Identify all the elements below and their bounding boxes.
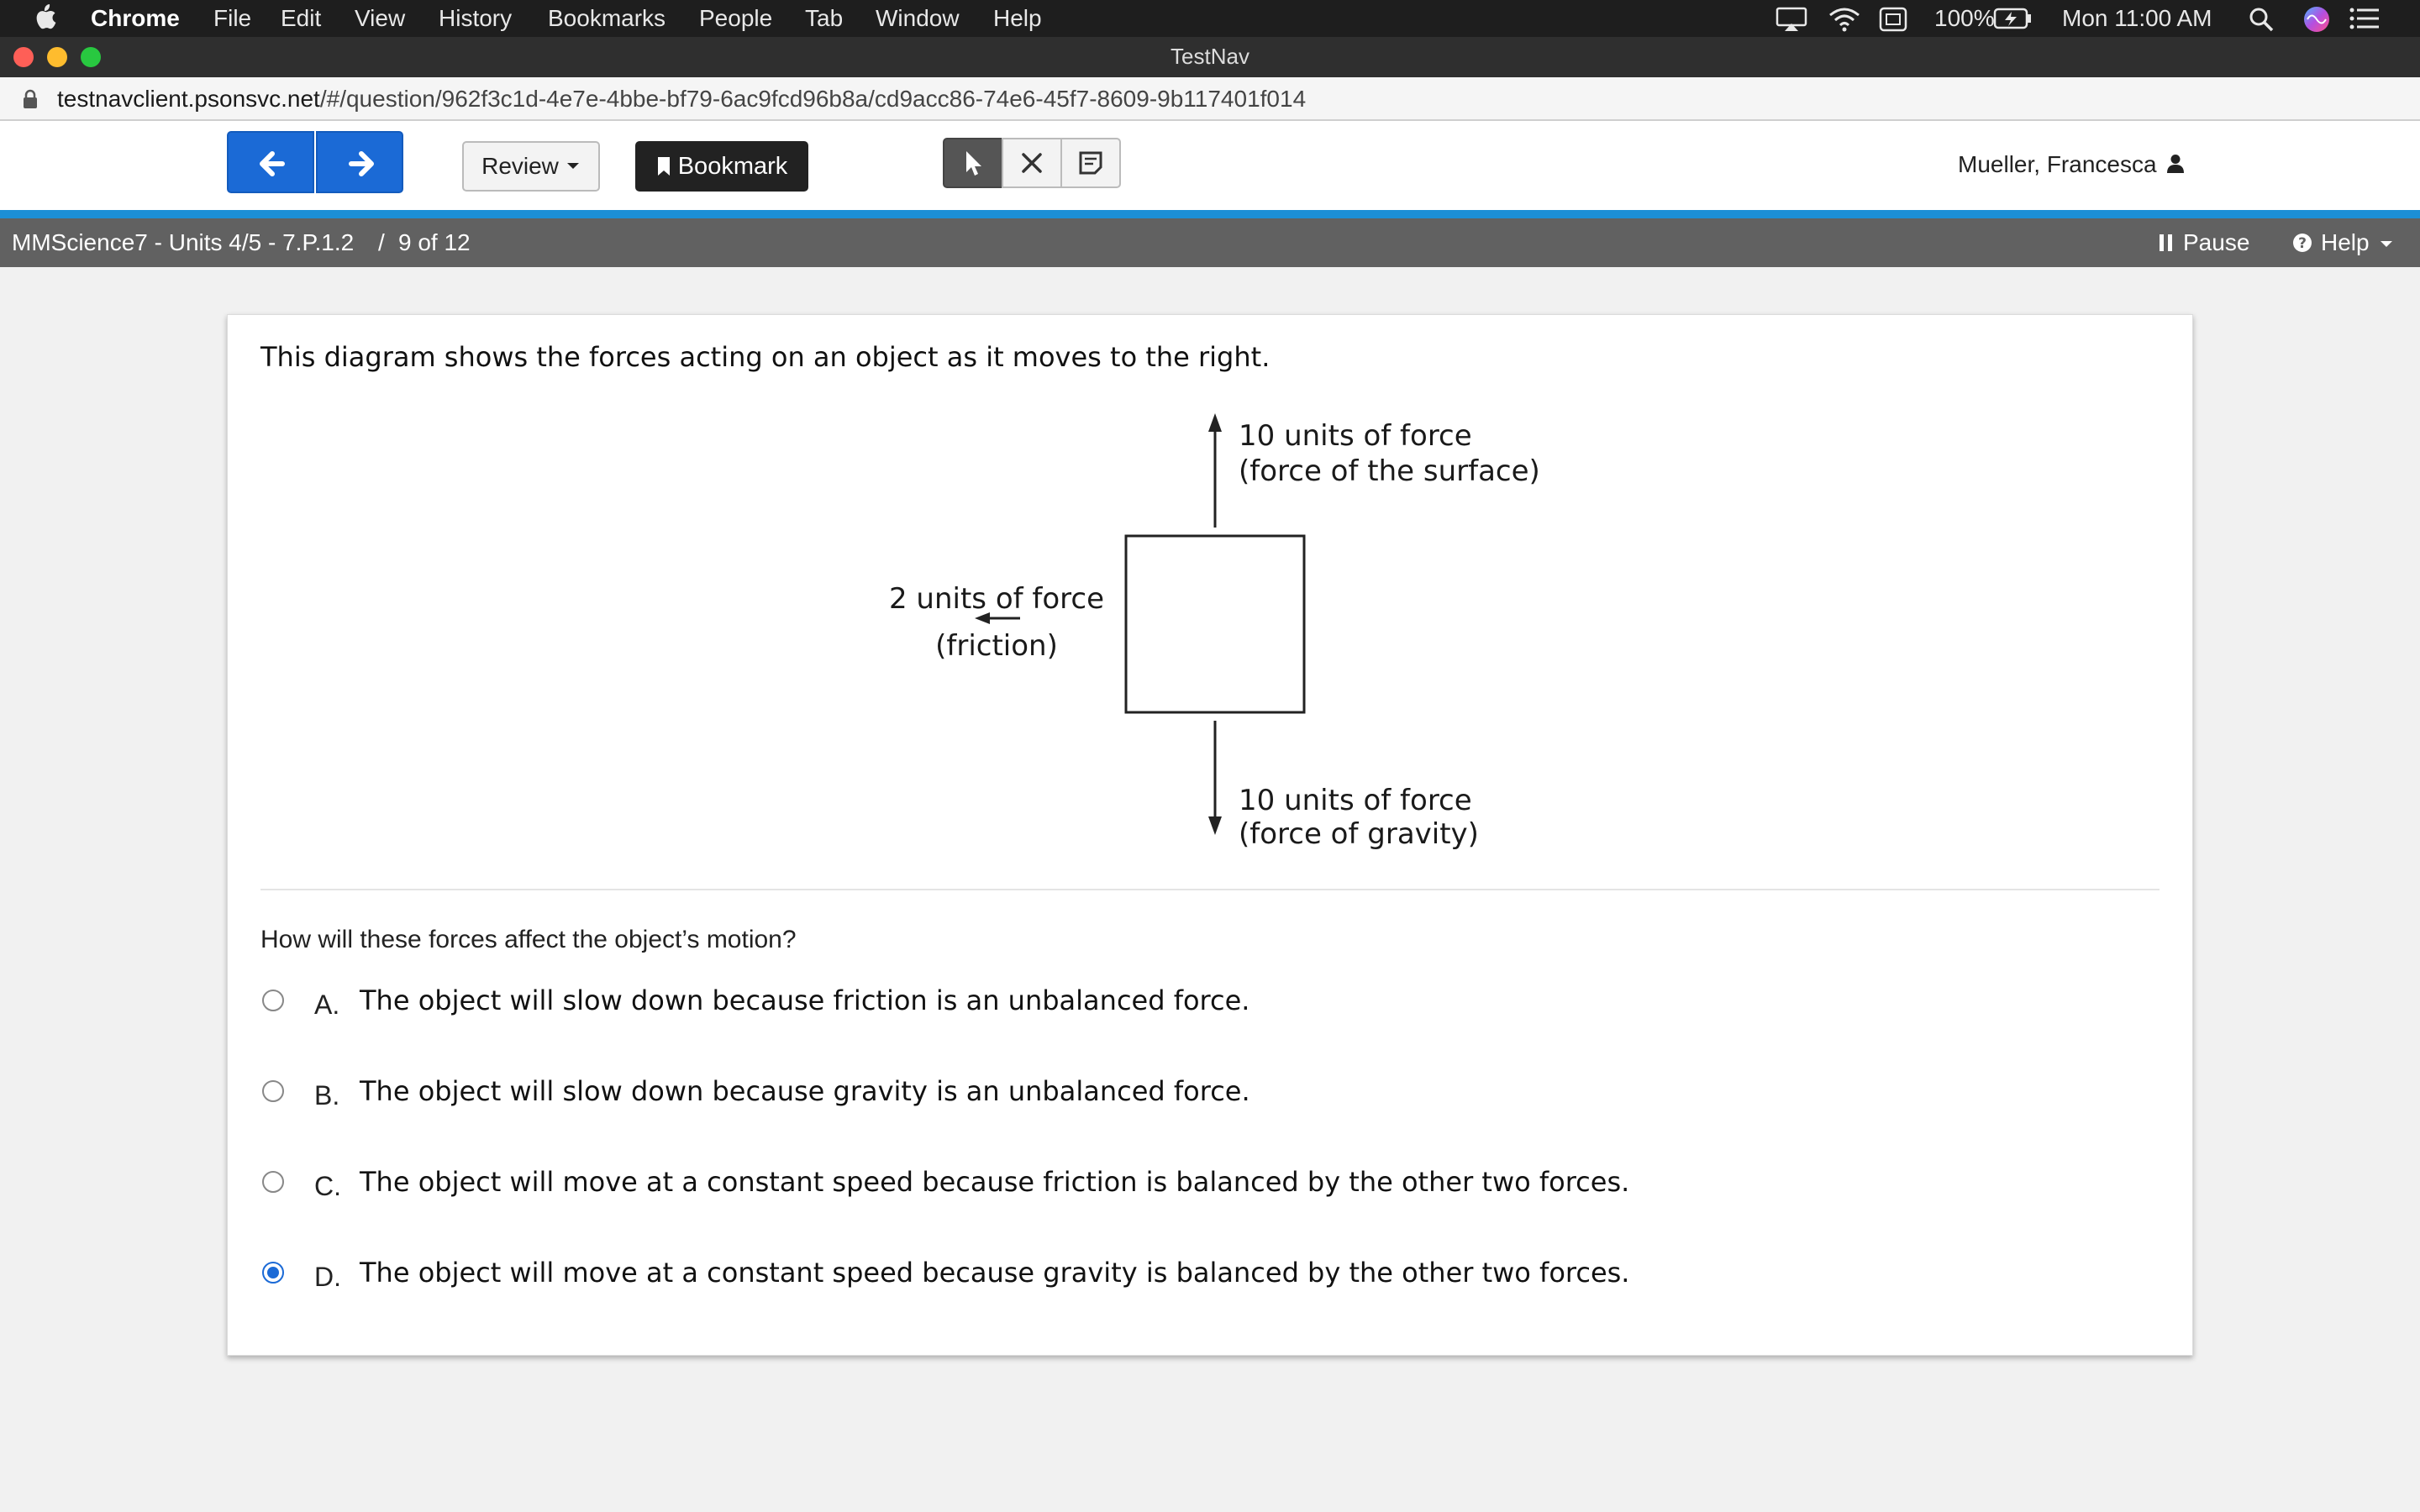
svg-text:?: ? bbox=[2298, 235, 2307, 252]
menu-help[interactable]: Help bbox=[993, 5, 1042, 31]
friction-label-line2: (friction) bbox=[935, 629, 1058, 663]
menu-app-chrome[interactable]: Chrome bbox=[91, 5, 180, 31]
surface-force-label-line1: 10 units of force bbox=[1239, 419, 1472, 453]
option-text-c: The object will move at a constant speed because friction is balanced by the other two forces. bbox=[360, 1166, 1630, 1198]
review-label: Review bbox=[481, 153, 559, 179]
test-name: MMScience7 - Units 4/5 - 7.P.1.2 bbox=[12, 229, 355, 255]
option-text-b: The object will slow down because gravity is an unbalanced force. bbox=[360, 1075, 1250, 1107]
option-letter-d: D. bbox=[314, 1262, 341, 1292]
gravity-force-label-line1: 10 units of force bbox=[1239, 784, 1472, 817]
answer-option-a[interactable] bbox=[260, 981, 1689, 1028]
menu-file[interactable]: File bbox=[213, 5, 252, 31]
radio-d[interactable] bbox=[262, 1262, 284, 1284]
menu-tab[interactable]: Tab bbox=[805, 5, 844, 31]
menu-view[interactable]: View bbox=[355, 5, 406, 31]
upward-force-arrow bbox=[1208, 413, 1222, 528]
stem-divider bbox=[260, 889, 2160, 890]
surface-force-label-line2: (force of the surface) bbox=[1239, 454, 1540, 488]
option-text-d: The object will move at a constant speed because gravity is balanced by the other two forces. bbox=[360, 1257, 1630, 1289]
menu-window[interactable]: Window bbox=[876, 5, 960, 31]
option-letter-c: C. bbox=[314, 1171, 341, 1201]
question-stem: This diagram shows the forces acting on an object as it moves to the right. bbox=[260, 341, 1270, 373]
question-prompt: How will these forces affect the object’s motion? bbox=[260, 926, 797, 953]
radio-a[interactable] bbox=[262, 990, 284, 1011]
answer-option-b[interactable] bbox=[260, 1072, 1689, 1119]
option-text-a: The object will slow down because friction is an unbalanced force. bbox=[360, 984, 1250, 1016]
menu-clock[interactable]: Mon 11:00 AM bbox=[2062, 5, 2212, 31]
menu-people[interactable]: People bbox=[699, 5, 773, 31]
battery-percent: 100% bbox=[1934, 5, 1995, 31]
menu-history[interactable]: History bbox=[439, 5, 513, 31]
user-name: Mueller, Francesca bbox=[1958, 151, 2157, 177]
bookmark-label: Bookmark bbox=[677, 152, 788, 180]
radio-b[interactable] bbox=[262, 1080, 284, 1102]
url-path: /#/question/962f3c1d-4e7e-4bbe-bf79-6ac9fcd96b8a/cd9acc86-74e6-45f7-8609-9b117401f014 bbox=[319, 86, 1307, 112]
radio-c[interactable] bbox=[262, 1171, 284, 1193]
gravity-force-label-line2: (force of gravity) bbox=[1239, 817, 1479, 851]
downward-force-arrow bbox=[1208, 721, 1222, 835]
object-box bbox=[1126, 536, 1304, 712]
help-label: Help bbox=[2321, 229, 2370, 255]
answer-option-d[interactable] bbox=[260, 1253, 1689, 1300]
url-host: testnavclient.psonsvc.net bbox=[57, 86, 320, 112]
pause-label: Pause bbox=[2183, 229, 2250, 255]
breadcrumb-separator: / bbox=[378, 229, 385, 255]
option-letter-a: A. bbox=[314, 990, 340, 1020]
friction-label-line1: 2 units of force bbox=[888, 582, 1105, 616]
answer-option-c[interactable] bbox=[260, 1163, 1689, 1210]
window-title: TestNav bbox=[1171, 44, 1249, 69]
option-letter-b: B. bbox=[314, 1080, 340, 1110]
menu-edit[interactable]: Edit bbox=[281, 5, 322, 31]
menu-bookmarks[interactable]: Bookmarks bbox=[548, 5, 666, 31]
question-progress: 9 of 12 bbox=[398, 229, 471, 255]
